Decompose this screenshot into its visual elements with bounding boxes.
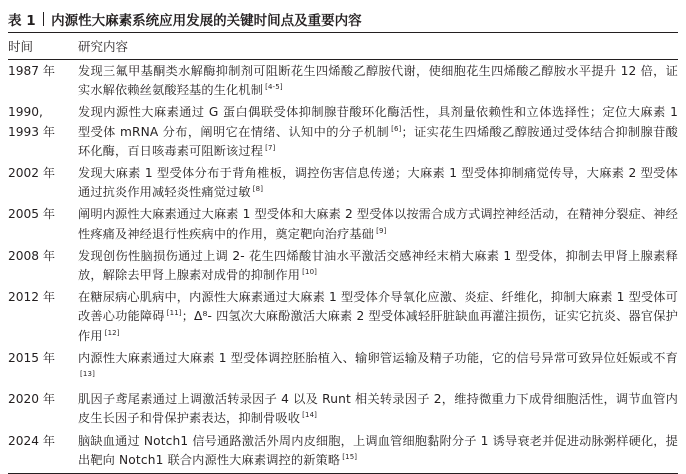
citation-ref: [13] (80, 369, 95, 378)
citation-ref: [4-5] (265, 83, 283, 92)
table-row (8, 390, 678, 428)
row-content-text: 发现创伤性脑损伤通过上调 2- 花生四烯酸甘油水平激活交感神经末梢大麻素 1 型受体，抑制去甲肾上腺素释放，解除去甲肾上腺素对成骨的抑制作用 (78, 248, 678, 283)
row-content (78, 103, 678, 161)
row-content (78, 288, 678, 346)
citation-ref: [8] (252, 185, 264, 194)
row-time: 2002 年 (8, 166, 56, 181)
citation-ref: [7] (265, 143, 276, 152)
table-row (8, 164, 678, 202)
row-content-text: 发现内源性大麻素通过 G 蛋白偶联受体抑制腺苷酸环化酶活性，具剂量依赖性和立体选择性；定位大麻素 1 型受体 mRNA 分布，阐明它在情绪、认知中的分子机制 (78, 105, 678, 139)
citation-ref: [11] (166, 309, 182, 318)
row-content-text: 脑缺血通过 Notch1 信号通路激活外周内皮细胞，上调血管细胞黏附分子 1 诱导衰老并促进动脉粥样硬化，提出靶向 Notch1 联合内源性大麻素调控的新策略 (78, 433, 678, 467)
table-row (8, 432, 678, 470)
caption-separator (43, 12, 45, 26)
table-caption (8, 6, 678, 32)
citation-ref: [6] (391, 124, 402, 133)
row-content (78, 205, 678, 243)
row-time: 2015 年 (8, 350, 56, 365)
row-time: 2005 年 (8, 207, 56, 222)
citation-ref: [9] (376, 226, 387, 235)
row-content-text-continued: ；证实花生四烯酸乙醇胺通过受体结合抑制腺苷酸环化酶，百日咳毒素可阻断该过程 (78, 124, 678, 158)
table-header-row (8, 33, 678, 59)
row-content-text: 发现三氟甲基酮类水解酶抑制剂可阻断花生四烯酸乙醇胺代谢，使细胞花生四烯酸乙醇胺水平提升 12 倍，证实水解依赖丝氨酸羟基的生化机制 (78, 64, 678, 98)
table-row (8, 205, 678, 243)
table-row (8, 288, 678, 346)
citation-ref: [10] (302, 267, 318, 276)
table-row (8, 247, 678, 285)
row-content-text: 阐明内源性大麻素通过大麻素 1 型受体和大麻素 2 型受体以按需合成方式调控神经活动，在精神分裂症、神经性疼痛及神经退行性疾病中的作用，奠定靶向治疗基础 (78, 207, 678, 241)
citation-ref: [14] (302, 411, 318, 420)
citation-ref: [12] (104, 328, 120, 337)
table-title: 内源性大麻素系统应用发展的关键时间点及重要内容 (51, 13, 362, 29)
row-time: 1990, 1993 年 (8, 105, 56, 139)
table-row (8, 62, 678, 100)
row-time: 2008 年 (8, 248, 56, 263)
table-label: 表 1 (8, 13, 36, 29)
row-content-text: 内源性大麻素通过大麻素 1 型受体调控胚胎植入、输卵管运输及精子功能，它的信号异常可致异位妊娠或不育 (78, 350, 678, 365)
row-content-text-continued: ；Δ⁸- 四氢次大麻酚激活大麻素 2 型受体减轻肝脏缺血再灌注损伤，证实它抗炎、器官保护作用 (78, 309, 678, 343)
row-content (78, 390, 678, 428)
row-content-text: 发现大麻素 1 型受体分布于背角椎板，调控伤害信息传递；大麻素 1 型受体抑制痛觉传导，大麻素 2 型受体通过抗炎作用减轻炎性痛觉过敏 (78, 166, 678, 200)
row-time: 1987 年 (8, 64, 56, 78)
row-content-text: 在糖尿病心肌病中，内源性大麻素通过大麻素 1 型受体介导氧化应激、炎症、纤维化，抑制大麻素 1 型受体可改善心功能障碍 (78, 290, 678, 324)
row-time: 2012 年 (8, 290, 56, 305)
row-content (78, 349, 678, 387)
header-content: 研究内容 (78, 39, 129, 54)
row-time: 2020 年 (8, 392, 56, 407)
row-content (78, 164, 678, 202)
header-time: 时间 (8, 39, 34, 54)
table-row (8, 349, 678, 387)
table-row (8, 103, 678, 161)
row-content (78, 247, 678, 285)
citation-ref: [15] (342, 452, 358, 461)
row-content-text: 肌因子鸢尾素通过上调激活转录因子 4 以及 Runt 相关转录因子 2，维持微重力下成骨细胞活性，调节血管内皮生长因子和骨保护素表达，抑制骨吸收 (78, 392, 678, 426)
row-content (78, 62, 678, 100)
row-content (78, 432, 678, 470)
row-time: 2024 年 (8, 433, 56, 448)
table-body (8, 60, 678, 470)
